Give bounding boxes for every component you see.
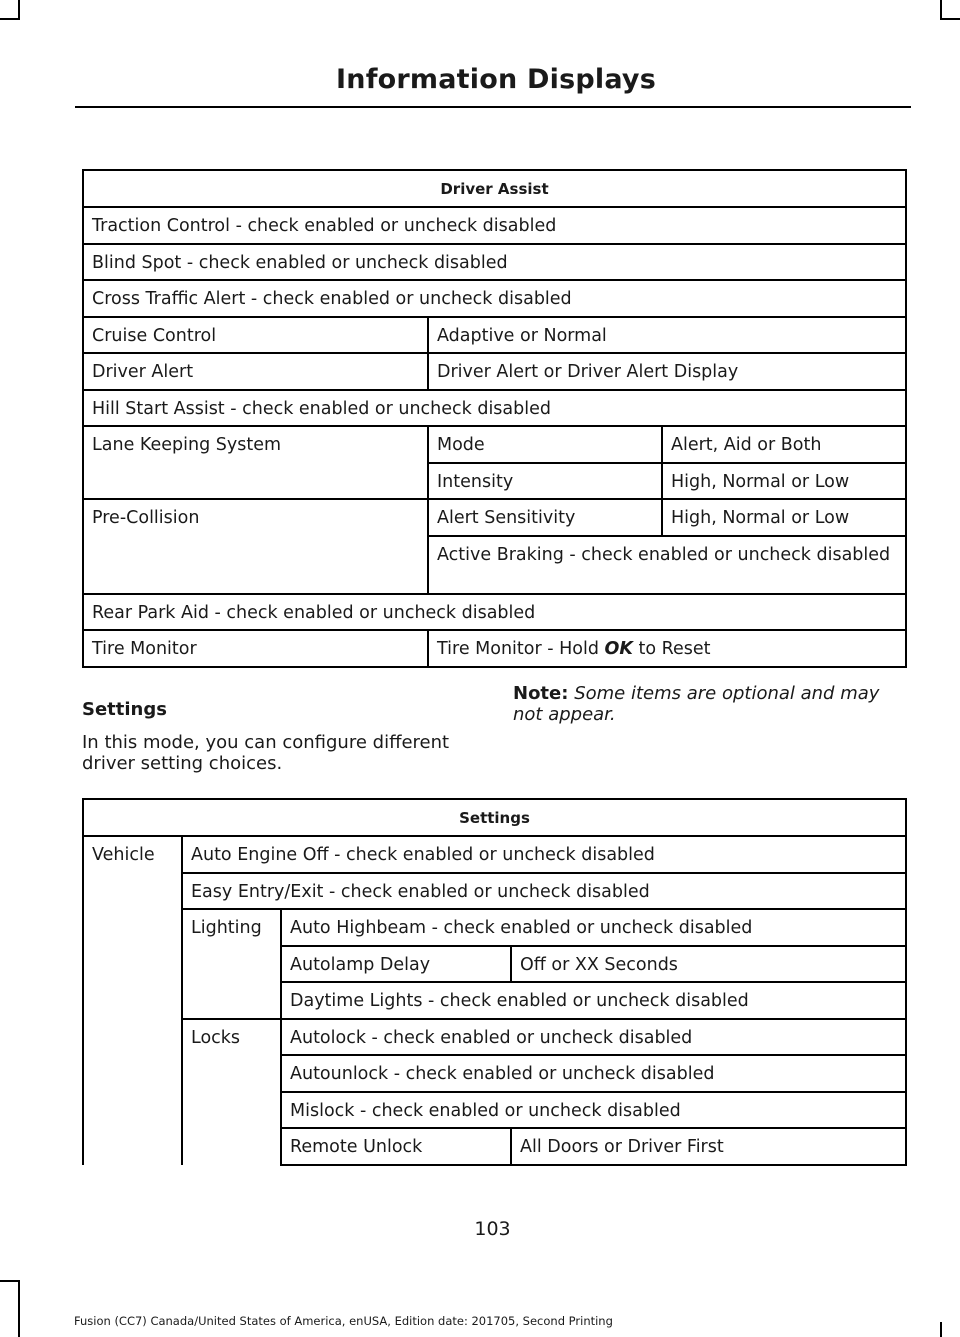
table-cell: Auto Highbeam - check enabled or uncheck disabled <box>281 909 906 946</box>
table-cell: Adaptive or Normal <box>428 317 906 354</box>
crop-mark-bottom-left-h <box>0 1280 20 1282</box>
note-label: Note: <box>513 683 569 704</box>
crop-mark-bottom-right <box>940 1322 942 1337</box>
settings-section <box>82 697 472 774</box>
table-cell: Pre-Collision <box>83 499 428 594</box>
table-header-row <box>83 170 906 207</box>
table-cell: Active Braking - check enabled or uncheck disabled <box>428 536 906 594</box>
table-cell: Cross Traffic Alert - check enabled or uncheck disabled <box>83 280 906 317</box>
table-cell: Vehicle <box>83 836 182 1165</box>
crop-mark-bottom-left <box>18 1280 20 1337</box>
table-cell: Daytime Lights - check enabled or uncheck disabled <box>281 982 906 1019</box>
crop-mark-top-left-h <box>0 18 20 20</box>
ok-key-label: OK <box>604 639 633 659</box>
table-cell: Cruise Control <box>83 317 428 354</box>
table-cell: Auto Engine Off - check enabled or uncheck disabled <box>182 836 906 873</box>
table-cell: Driver Alert <box>83 353 428 390</box>
table-cell: Alert Sensitivity <box>428 499 662 536</box>
table-row <box>83 244 906 281</box>
table-heading: Settings <box>83 799 906 836</box>
table-cell: Alert, Aid or Both <box>662 426 906 463</box>
table-row <box>83 353 906 390</box>
table-cell: Hill Start Assist - check enabled or uncheck disabled <box>83 390 906 427</box>
table-cell: Rear Park Aid - check enabled or uncheck disabled <box>83 594 906 631</box>
table-row <box>83 630 906 667</box>
table-row <box>83 836 906 873</box>
table-row <box>83 594 906 631</box>
note-block <box>513 683 905 725</box>
crop-mark-top-right <box>940 0 942 20</box>
table-cell: All Doors or Driver First <box>511 1128 906 1165</box>
table-heading: Driver Assist <box>83 170 906 207</box>
edition-footer: Fusion (CC7) Canada/United States of America, enUSA, Edition date: 201705, Second Printing <box>74 1314 613 1328</box>
table-cell: Driver Alert or Driver Alert Display <box>428 353 906 390</box>
page-number: 103 <box>474 1218 511 1240</box>
table-cell: Autounlock - check enabled or uncheck disabled <box>281 1055 906 1092</box>
settings-table <box>82 798 907 1166</box>
table-cell: Tire Monitor <box>83 630 428 667</box>
table-cell: Remote Unlock <box>281 1128 511 1165</box>
table-row <box>83 426 906 463</box>
table-row <box>83 909 906 946</box>
section-heading: Settings <box>82 699 167 720</box>
table-cell: High, Normal or Low <box>662 499 906 536</box>
note-text: Some items are optional and may not appear. <box>513 683 880 725</box>
table-row <box>83 280 906 317</box>
tire-value-prefix: Tire Monitor - Hold <box>437 639 605 659</box>
table-row <box>83 317 906 354</box>
table-row <box>83 1019 906 1056</box>
crop-mark-top-right-h <box>940 18 960 20</box>
table-row <box>83 207 906 244</box>
table-cell: Off or XX Seconds <box>511 946 906 983</box>
header-rule <box>75 106 911 108</box>
table-cell: Mislock - check enabled or uncheck disabled <box>281 1092 906 1129</box>
table-cell: Blind Spot - check enabled or uncheck disabled <box>83 244 906 281</box>
table-cell: Easy Entry/Exit - check enabled or uncheck disabled <box>182 873 906 910</box>
section-body: In this mode, you can configure different driver setting choices. <box>82 732 450 774</box>
table-cell: Mode <box>428 426 662 463</box>
table-row <box>83 390 906 427</box>
table-cell <box>428 630 906 667</box>
table-cell: Intensity <box>428 463 662 500</box>
table-cell: Autolock - check enabled or uncheck disabled <box>281 1019 906 1056</box>
driver-assist-table <box>82 169 907 668</box>
table-cell: Lighting <box>182 909 281 1019</box>
table-row <box>83 873 906 910</box>
page-title: Information Displays <box>336 64 656 95</box>
table-header-row <box>83 799 906 836</box>
table-cell: Locks <box>182 1019 281 1165</box>
table-cell: Lane Keeping System <box>83 426 428 499</box>
table-row <box>83 499 906 536</box>
table-cell: High, Normal or Low <box>662 463 906 500</box>
table-cell: Autolamp Delay <box>281 946 511 983</box>
tire-value-suffix: to Reset <box>632 639 711 659</box>
crop-mark-top-left <box>18 0 20 20</box>
table-cell: Traction Control - check enabled or uncheck disabled <box>83 207 906 244</box>
